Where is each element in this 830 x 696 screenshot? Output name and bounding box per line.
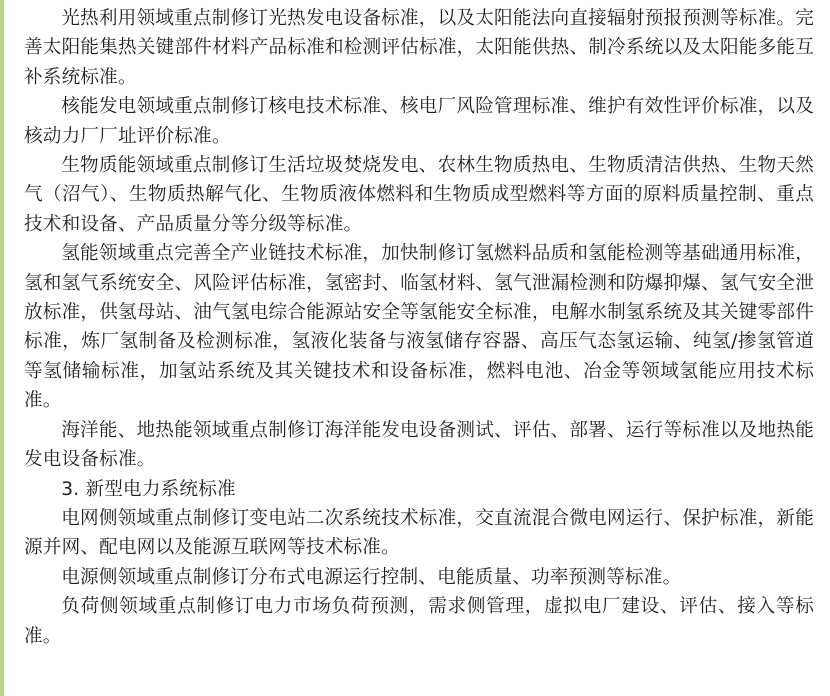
paragraph-hydrogen: 氢能领域重点完善全产业链技术标准，加快制修订氢燃料品质和氢能检测等基础通用标准，氢和氢气系统安全、风险评估标准，氢密封、临氢材料、氢气泄漏检测和防爆抑爆、氢气安全泄放标准，供氢母站、油气氢电综合能源站安全等氢能安全标准，电解水制氢系统及其关键零部件标准，炼厂氢制备及检测标准，氢液化装备与液氢储存容器、高压气态氢运输、纯氢/掺氢管道等氢储输标准，加氢站系统及其关键技术和设备标准，燃料电池、冶金等领域氢能应用技术标准。 bbox=[24, 243, 814, 412]
left-accent-rule bbox=[0, 0, 4, 696]
paragraph-grid-side: 电网侧领域重点制修订变电站二次系统技术标准，交直流混合微电网运行、保护标准，新能源并网、配电网以及能源互联网等技术标准。 bbox=[24, 507, 814, 559]
paragraph-nuclear: 核能发电领域重点制修订核电技术标准、核电厂风险管理标准、维护有效性评价标准，以及核动力厂厂址评价标准。 bbox=[24, 96, 814, 147]
paragraph-load-side: 负荷侧领域重点制修订电力市场负荷预测，需求侧管理，虚拟电厂建设、评估、接入等标准。 bbox=[24, 596, 814, 647]
section-heading-new-power-system: 3. 新型电力系统标准 bbox=[61, 478, 236, 500]
paragraph-ocean-geothermal: 海洋能、地热能领域重点制修订海洋能发电设备测试、评估、部署、运行等标准以及地热能发电设备标准。 bbox=[24, 419, 814, 471]
paragraph-solar-thermal: 光热利用领域重点制修订光热发电设备标准，以及太阳能法向直接辐射预报预测等标准。完善太阳能集热关键部件材料产品标准和检测评估标准，太阳能供热、制冷系统以及太阳能多能互补系统标准。 bbox=[24, 8, 814, 88]
paragraph-source-side: 电源侧领域重点制修订分布式电源运行控制、电能质量、功率预测等标准。 bbox=[61, 566, 682, 588]
paragraph-biomass: 生物质能领域重点制修订生活垃圾焚烧发电、农林生物质热电、生物质清洁供热、生物天然气（沼气）、生物质热解气化、生物质液体燃料和生物质成型燃料等方面的原料质量控制、重点技术和设备、产品质量分等分级等标准。 bbox=[24, 155, 814, 235]
document-body bbox=[24, 4, 814, 651]
